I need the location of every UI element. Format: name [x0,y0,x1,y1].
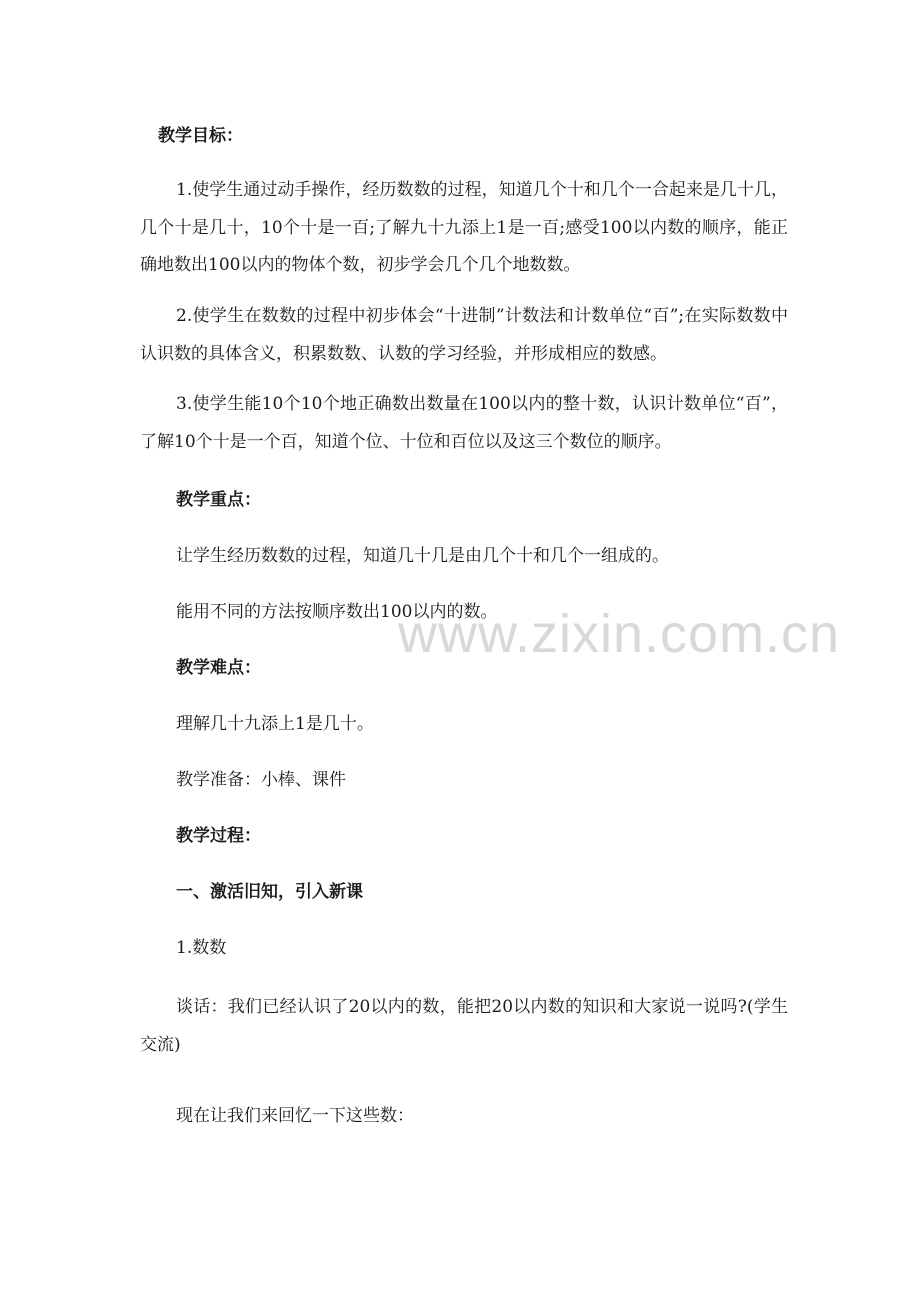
watermark: www.zixin.com.cn [398,604,841,664]
step-title: 1.数数 [176,938,227,958]
key-point-1: 让学生经历数数的过程，知道几十几是由几个十和几个一组成的。 [176,546,669,566]
process-heading: 教学过程： [176,826,261,846]
objective-item-3: 3.使学生能10个10个地正确数出数量在100以内的整十数，认识计数单位“百”，了解10个十是一个百，知道个位、十位和百位以及这三个数位的顺序。 [140,394,788,452]
preparation-text: 教学准备：小棒、课件 [176,770,346,790]
talk-paragraph: 谈话：我们已经认识了20以内的数，能把20以内数的知识和大家说一说吗?(学生交流) [140,997,788,1055]
objective-item-2: 2.使学生在数数的过程中初步体会“十进制”计数法和计数单位“百”;在实际数数中认识数的具体含义，积累数数、认数的学习经验，并形成相应的数感。 [140,306,788,364]
difficulty-text: 理解几十九添上1是几十。 [176,714,374,734]
recall-text: 现在让我们来回忆一下这些数： [176,1106,414,1126]
key-points-heading: 教学重点： [176,490,261,510]
difficulty-heading: 教学难点： [176,658,261,678]
key-point-2: 能用不同的方法按顺序数出100以内的数。 [176,602,498,622]
objectives-heading: 教学目标： [158,126,243,146]
objective-item-1: 1.使学生通过动手操作，经历数数的过程，知道几个十和几个一合起来是几十几，几个十是几十，10个十是一百;了解九十九添上1是一百;感受100以内数的顺序，能正确地数出100以内的物体个数，初步学会几个几个地数数。 [140,180,788,275]
section-title: 一、激活旧知，引入新课 [176,882,363,902]
